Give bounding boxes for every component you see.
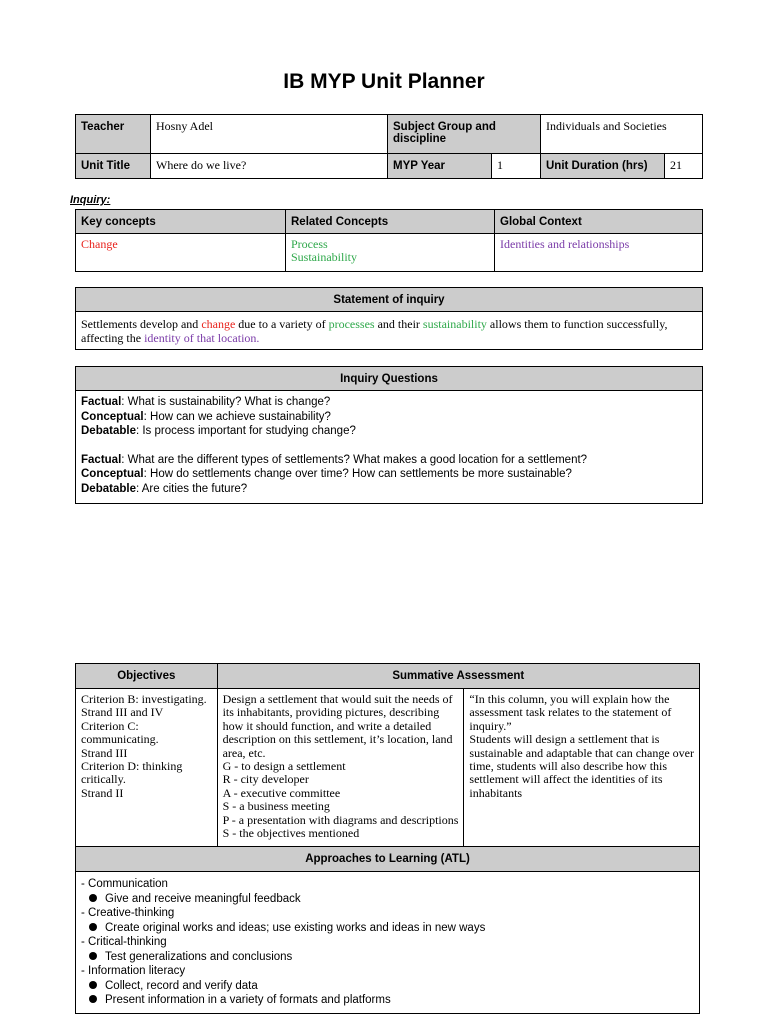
summative-line: Design a settlement that would suit the needs of (222, 692, 453, 706)
atl-category: - Critical-thinking (81, 936, 167, 948)
objective-line: Criterion B: investigating. (81, 692, 207, 706)
bullet-icon (89, 952, 97, 960)
relation-line: “In this column, you will explain how the (469, 692, 670, 706)
concepts-table (75, 209, 703, 272)
conceptual-question: Conceptual: How can we achieve sustainability? (81, 410, 331, 423)
relation-line: inhabitants (469, 785, 523, 800)
objective-line: Criterion C: communicating. (81, 718, 159, 747)
unit-title-label: Unit Title (76, 154, 151, 179)
teacher-label: Teacher (76, 115, 151, 154)
global-context-value: Identities and relationships (495, 234, 703, 272)
teacher-value: Hosny Adel (151, 115, 388, 154)
duration-value: 21 (665, 154, 703, 179)
summative-cell (217, 689, 464, 847)
assessment-table (75, 663, 700, 1014)
inquiry-questions-table (75, 366, 703, 504)
myp-year-value: 1 (492, 154, 541, 179)
inquiry-questions-header: Inquiry Questions (76, 367, 703, 391)
statement-part: allows them to function successfully, affecting the (81, 317, 668, 345)
objective-line: critically. (81, 772, 126, 787)
statement-table (75, 287, 703, 350)
objective-line: Strand III (81, 745, 128, 760)
bullet-icon (89, 995, 97, 1003)
debatable-question: Debatable: Is process important for studying change? (81, 425, 356, 437)
atl-category: - Information literacy (81, 965, 186, 977)
statement-part: due to a variety of (235, 317, 329, 331)
factual-question: Factual: What is sustainability? What is change? (81, 396, 331, 408)
related-concepts-value (286, 234, 495, 272)
bullet-icon (89, 894, 97, 902)
objective-line: Criterion D: thinking (81, 759, 183, 774)
atl-bullet-item: Test generalizations and conclusions (81, 950, 694, 965)
factual-question: Factual: What are the different types of settlements? What makes a good location for a settlement? (81, 453, 588, 466)
atl-bullet-item: Give and receive meaningful feedback (81, 892, 694, 907)
atl-bullet-item: Create original works and ideas; use existing works and ideas in new ways (81, 921, 694, 936)
statement-processes: processes (328, 317, 375, 331)
summative-line: S - the objectives mentioned (222, 826, 360, 841)
atl-bullet-item: Collect, record and verify data (81, 979, 694, 994)
relation-line: settlement will affect the identities of its (469, 772, 663, 787)
atl-header: Approaches to Learning (ATL) (76, 847, 700, 872)
key-concept-value: Change (76, 234, 286, 272)
relation-cell (464, 689, 700, 847)
myp-year-label: MYP Year (388, 154, 492, 179)
debatable-question: Debatable: Are cities the future? (81, 482, 248, 495)
key-concepts-header: Key concepts (76, 210, 286, 234)
related-concept-item: Process (291, 237, 328, 251)
relation-line: sustainable and adaptable that can change over (469, 745, 694, 760)
statement-change: change (201, 317, 236, 331)
atl-body (76, 872, 700, 1014)
atl-category: - Communication (81, 878, 168, 890)
summative-line: how it should function, and write a detailed (222, 718, 432, 733)
summative-line: P - a presentation with diagrams and descriptions (222, 812, 459, 827)
atl-bullet-item: Present information in a variety of formats and platforms (81, 993, 694, 1008)
atl-category: - Creative-thinking (81, 907, 175, 919)
relation-line: time, students will also describe how this (469, 759, 668, 774)
objective-line: Strand II (81, 785, 124, 800)
inquiry-label: Inquiry: (70, 194, 111, 206)
statement-part: and their (374, 317, 423, 331)
bullet-icon (89, 923, 97, 931)
conceptual-question: Conceptual: How do settlements change over time? How can settlements be more sustainable? (81, 468, 572, 480)
global-context-header: Global Context (495, 210, 703, 234)
objectives-cell (76, 689, 218, 847)
summative-line: its inhabitants, providing pictures, describing (222, 705, 440, 720)
subject-value: Individuals and Societies (541, 115, 703, 154)
subject-label: Subject Group and discipline (388, 115, 541, 154)
unit-info-table (75, 114, 703, 179)
summative-line: A - executive committee (222, 785, 341, 800)
objective-line: Strand III and IV (81, 705, 164, 720)
relation-line: Students will design a settlement that is (469, 732, 660, 747)
objectives-header: Objectives (76, 664, 218, 689)
statement-text (76, 312, 703, 350)
duration-label: Unit Duration (hrs) (541, 154, 665, 179)
summative-line: description on this settlement, it’s location, land (222, 732, 453, 747)
summative-line: G - to design a settlement (222, 759, 346, 774)
summative-line: area, etc. (222, 745, 266, 760)
summative-line: R - city developer (222, 772, 309, 787)
inquiry-questions-body (76, 391, 703, 504)
summative-line: S - a business meeting (222, 799, 330, 814)
bullet-icon (89, 981, 97, 989)
unit-title-value: Where do we live? (151, 154, 388, 179)
summative-header: Summative Assessment (217, 664, 699, 689)
relation-line: inquiry.” (469, 718, 512, 733)
relation-line: assessment task relates to the statement of (469, 705, 672, 720)
statement-sustainability: sustainability (422, 317, 487, 331)
related-concept-item: Sustainability (291, 250, 357, 265)
page-title: IB MYP Unit Planner (283, 70, 485, 93)
related-concepts-header: Related Concepts (286, 210, 495, 234)
statement-header: Statement of inquiry (76, 288, 703, 312)
statement-part: Settlements develop and (81, 317, 202, 331)
statement-identity: identity of that location. (144, 331, 260, 345)
